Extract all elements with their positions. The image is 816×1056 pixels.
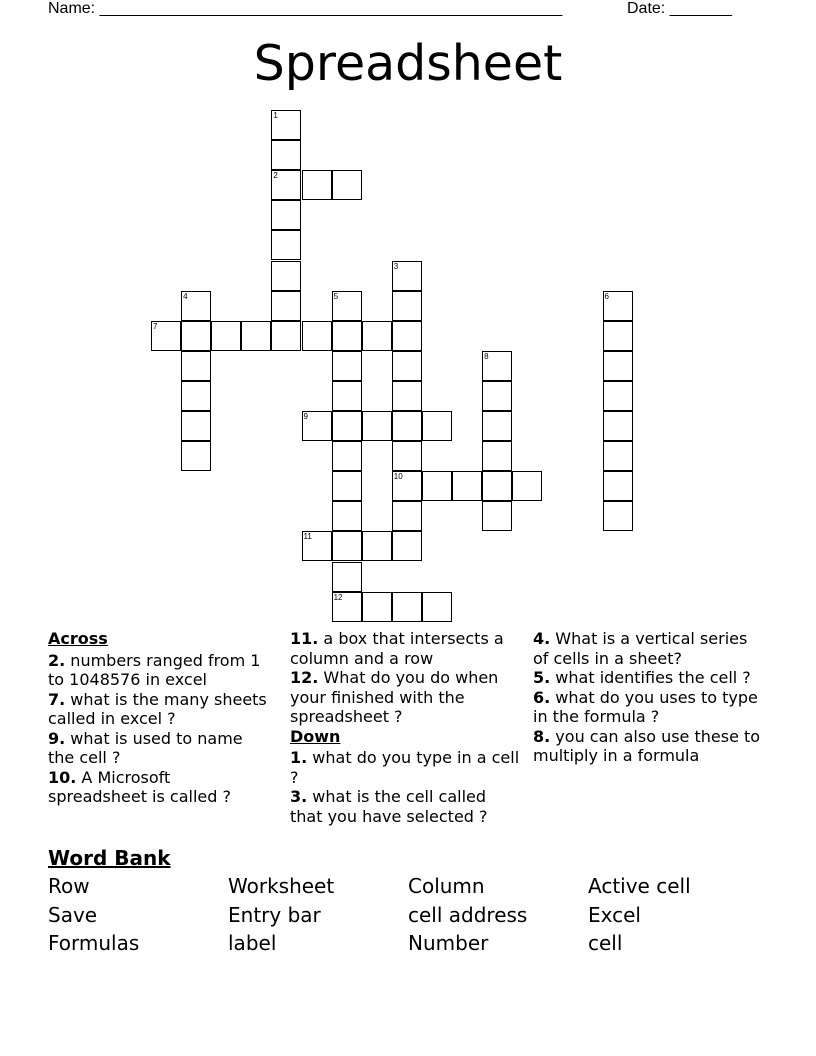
grid-cell[interactable]	[332, 592, 362, 622]
grid-cell[interactable]	[271, 170, 301, 200]
grid-cell[interactable]	[392, 501, 422, 531]
grid-cell[interactable]	[271, 140, 301, 170]
grid-cell[interactable]	[603, 381, 633, 411]
clue-number: 8	[484, 351, 489, 361]
grid-cell[interactable]	[482, 441, 512, 471]
clue-number: 12	[333, 592, 343, 602]
grid-cell[interactable]	[241, 321, 271, 351]
clue-text: numbers ranged from 1 to 1048576 in excel	[48, 650, 261, 689]
grid-cell[interactable]	[181, 321, 211, 351]
clue-number: 8.	[533, 726, 551, 746]
clue-text: what is the many sheets called in excel ?	[48, 689, 267, 728]
grid-cell[interactable]	[392, 531, 422, 561]
clue-number: 5	[333, 291, 339, 301]
word-bank-item: cell	[588, 931, 623, 955]
clue-number: 6.	[533, 687, 551, 707]
grid-cell[interactable]	[392, 261, 422, 291]
grid-cell[interactable]	[603, 411, 633, 441]
clue-number: 7	[153, 321, 158, 331]
grid-cell[interactable]	[362, 531, 392, 561]
clue	[290, 748, 520, 787]
grid-cell[interactable]	[603, 471, 633, 501]
word-bank-item: Number	[408, 931, 489, 955]
grid-cell[interactable]	[452, 471, 482, 501]
grid-cell[interactable]	[482, 411, 512, 441]
word-bank-item: cell address	[408, 902, 528, 927]
clue-number: 2	[273, 171, 278, 181]
clue-number: 5.	[533, 668, 551, 687]
clue	[533, 629, 763, 668]
clue-text: A Microsoft spreadsheet is called ?	[48, 767, 231, 806]
clue-number: 2.	[48, 650, 66, 670]
grid-cell[interactable]	[362, 321, 392, 351]
grid-cell[interactable]	[603, 291, 633, 321]
grid-cell[interactable]	[392, 351, 422, 381]
clue-text: what is used to name the cell ?	[48, 728, 243, 767]
grid-cell[interactable]	[603, 321, 633, 351]
grid-cell[interactable]	[181, 441, 211, 471]
clue	[48, 729, 273, 768]
grid-cell[interactable]	[302, 321, 332, 351]
grid-cell[interactable]	[271, 110, 301, 140]
grid-cell[interactable]	[512, 471, 542, 501]
clue-number: 11.	[290, 629, 319, 648]
clue	[533, 688, 763, 727]
clue-number: 1	[273, 111, 278, 120]
clue-text: what is the cell called that you have selected ?	[290, 787, 488, 826]
clue-number: 3.	[290, 787, 308, 806]
clue-number: 9	[303, 412, 308, 421]
grid-cell[interactable]	[603, 501, 633, 531]
clue	[48, 690, 273, 729]
grid-cell[interactable]	[181, 411, 211, 441]
clue-number: 9.	[48, 728, 66, 748]
grid-cell[interactable]	[332, 411, 362, 441]
clue-text: What do you do when your finished with the spreadsheet ?	[290, 668, 499, 726]
grid-cell[interactable]	[271, 261, 301, 291]
grid-cell[interactable]	[392, 411, 422, 441]
clue-text: What is a vertical series of cells in a sheet?	[533, 629, 748, 668]
grid-cell[interactable]	[482, 471, 512, 501]
clue-number: 7.	[48, 689, 66, 709]
grid-cell[interactable]	[332, 381, 362, 411]
grid-cell[interactable]	[392, 592, 422, 622]
clue	[533, 727, 763, 766]
grid-cell[interactable]	[603, 441, 633, 471]
grid-cell[interactable]	[151, 321, 181, 351]
clue-number: 6	[604, 291, 609, 301]
grid-cell[interactable]	[332, 531, 362, 561]
clues-column-3	[533, 629, 763, 766]
clue-number: 4.	[533, 629, 551, 648]
clues-column-2	[290, 629, 520, 826]
name-field[interactable]: Name: ____________________________________________________	[48, 0, 563, 17]
word-bank-item: Entry bar	[228, 902, 321, 927]
grid-cell[interactable]	[332, 501, 362, 531]
grid-cell[interactable]	[271, 291, 301, 321]
word-bank-title: Word Bank	[48, 846, 171, 870]
grid-cell[interactable]	[271, 200, 301, 230]
clue-number: 4	[183, 291, 188, 301]
word-bank-item: label	[228, 931, 277, 955]
clue-number: 3	[393, 261, 399, 271]
grid-cell[interactable]	[422, 471, 452, 501]
clue	[533, 668, 763, 688]
grid-cell[interactable]	[271, 230, 301, 260]
grid-cell[interactable]	[362, 592, 392, 622]
grid-cell[interactable]	[362, 411, 392, 441]
date-field[interactable]: Date: _______	[627, 0, 732, 17]
grid-cell[interactable]	[332, 351, 362, 381]
grid-cell[interactable]	[392, 291, 422, 321]
grid-cell[interactable]	[422, 592, 452, 622]
grid-cell[interactable]	[302, 170, 332, 200]
clue	[48, 768, 273, 807]
clue	[290, 668, 520, 727]
grid-cell[interactable]	[603, 351, 633, 381]
grid-cell[interactable]	[181, 351, 211, 381]
grid-cell[interactable]	[332, 441, 362, 471]
grid-cell[interactable]	[482, 351, 512, 381]
word-bank-item: Formulas	[48, 931, 140, 955]
clue-number: 12.	[290, 668, 319, 687]
grid-cell[interactable]	[482, 381, 512, 411]
page-title: Spreadsheet	[253, 35, 563, 92]
grid-cell[interactable]	[482, 501, 512, 531]
word-bank-item: Excel	[588, 902, 641, 927]
grid-cell[interactable]	[302, 411, 332, 441]
word-bank-item: Row	[48, 874, 90, 898]
grid-cell[interactable]	[392, 381, 422, 411]
word-bank	[48, 874, 768, 960]
grid-cell[interactable]	[332, 291, 362, 321]
grid-cell[interactable]	[181, 381, 211, 411]
clues-column-1	[48, 629, 273, 807]
clue-text: you can also use these to multiply in a formula	[533, 726, 761, 765]
grid-cell[interactable]	[392, 471, 422, 501]
grid-cell[interactable]	[392, 321, 422, 351]
word-bank-item: Worksheet	[228, 874, 335, 898]
grid-cell[interactable]	[332, 471, 362, 501]
clue-text: what identifies the cell ?	[550, 668, 751, 687]
grid-cell[interactable]	[392, 441, 422, 471]
grid-cell[interactable]	[332, 562, 362, 592]
grid-cell[interactable]	[332, 170, 362, 200]
grid-cell[interactable]	[271, 321, 301, 351]
across-heading: Across	[48, 629, 108, 648]
grid-cell[interactable]	[332, 321, 362, 351]
clue-text: what do you type in a cell ?	[290, 748, 520, 787]
clue-number: 10	[393, 472, 403, 482]
clue-number: 11	[303, 532, 312, 542]
down-heading: Down	[290, 726, 341, 746]
clue	[48, 651, 273, 690]
word-bank-item: Save	[48, 902, 98, 927]
word-bank-item: Active cell	[588, 874, 691, 898]
clue	[290, 629, 520, 668]
word-bank-item: Column	[408, 874, 485, 898]
clue-number: 1.	[290, 748, 308, 767]
clue-text: a box that intersects a column and a row	[290, 629, 504, 668]
clue	[290, 787, 520, 826]
clue-number: 10.	[48, 767, 77, 787]
grid-cell[interactable]	[422, 411, 452, 441]
grid-cell[interactable]	[211, 321, 241, 351]
clue-text: what do you uses to type in the formula ?	[533, 687, 758, 726]
grid-cell[interactable]	[181, 291, 211, 321]
grid-cell[interactable]	[302, 531, 332, 561]
